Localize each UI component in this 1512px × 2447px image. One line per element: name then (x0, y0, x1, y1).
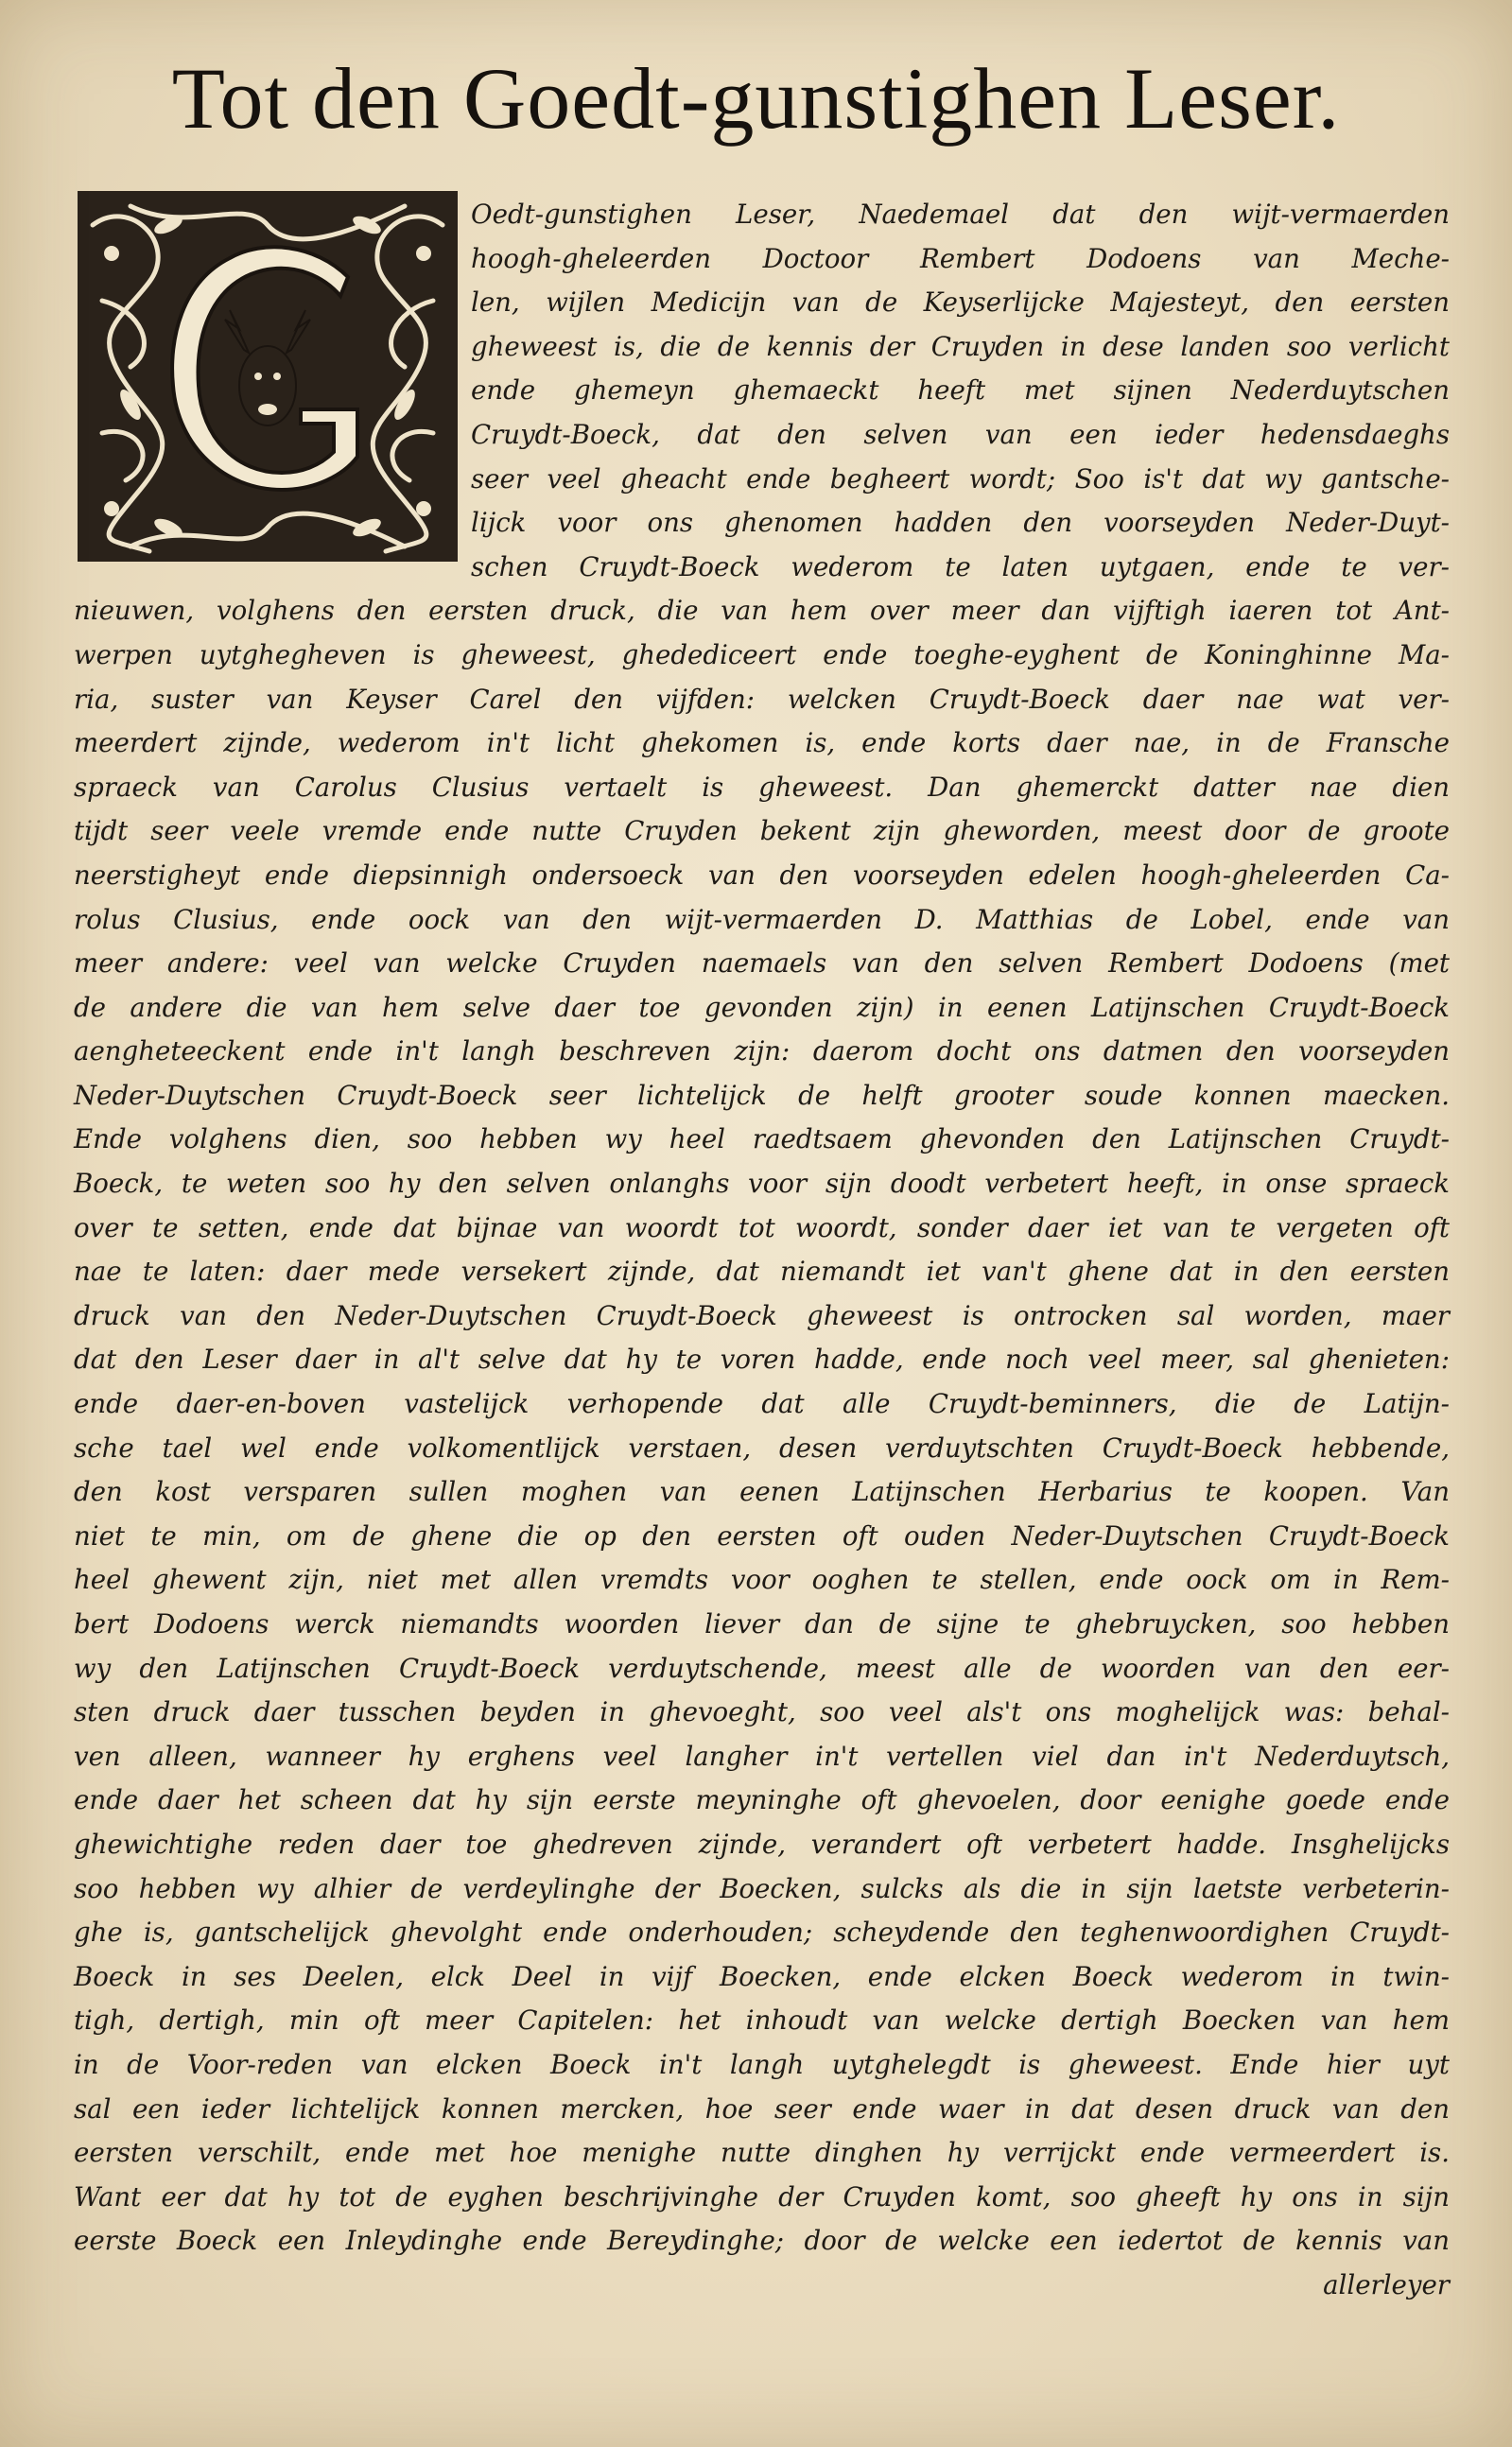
text-line: Cruydt-Boeck, dat den selven van een ieder hedensdaeghs (471, 418, 1450, 450)
text-line: Boeck, te weten soo hy den selven onlanghs voor sijn doodt verbetert heeft, in onse spraeck (74, 1168, 1450, 1200)
catchword: allerleyer (1323, 2268, 1450, 2300)
text-line: nieuwen, volghens den eersten druck, die van hem over meer dan vijftigh iaeren tot Ant- (74, 595, 1450, 627)
text-line: eersten verschilt, ende met hoe menighe nutte dinghen hy verrijckt ende vermeerdert is. (74, 2137, 1450, 2169)
page-title: Tot den Goedt-gunstighen Leser. (171, 50, 1341, 147)
text-line: rolus Clusius, ende oock van den wijt-vermaerden D. Matthias de Lobel, ende van (74, 903, 1450, 935)
text-line: druck van den Neder-Duytschen Cruydt-Boeck gheweest is ontrocken sal worden, maer (74, 1299, 1450, 1331)
text-line: nae te laten: daer mede versekert zijnde, dat niemandt iet van't ghene dat in den eersten (74, 1256, 1450, 1288)
text-line: lijck voor ons ghenomen hadden den voorseyden Neder-Duyt- (471, 507, 1450, 539)
text-line: in de Voor-reden van elcken Boeck in't langh uytghelegdt is gheweest. Ende hier uyt (74, 2048, 1450, 2080)
text-line: hoogh-gheleerden Doctoor Rembert Dodoens van Meche- (471, 242, 1450, 274)
text-line: gheweest is, die de kennis der Cruyden in dese landen soo verlicht (471, 330, 1450, 362)
text-line: meer andere: veel van welcke Cruyden naemaels van den selven Rembert Dodoens (met (74, 947, 1450, 980)
text-line: Want eer dat hy tot de eyghen beschrijvinghe der Cruyden komt, soo gheeft hy ons in sijn (74, 2180, 1450, 2213)
text-line: ghewichtighe reden daer toe ghedreven zijnde, verandert oft verbetert hadde. Insghelijcks (74, 1828, 1450, 1860)
text-line: bert Dodoens werck niemandts woorden liever dan de sijne te ghebruycken, soo hebben (74, 1608, 1450, 1640)
text-line: de andere die van hem selve daer toe gevonden zijn) in eenen Latijnschen Cruydt-Boeck (74, 991, 1450, 1023)
text-line: den kost versparen sullen moghen van eenen Latijnschen Herbarius te koopen. Van (74, 1476, 1450, 1508)
text-line: sten druck daer tusschen beyden in ghevoeght, soo veel als't ons moghelijck was: behal- (74, 1696, 1450, 1728)
body-text (74, 193, 1450, 2308)
text-line: spraeck van Carolus Clusius vertaelt is gheweest. Dan ghemerckt datter nae dien (74, 771, 1450, 803)
text-line: sal een ieder lichtelijck konnen mercken, hoe seer ende waer in dat desen druck van den (74, 2092, 1450, 2125)
text-line: schen Cruydt-Boeck wederom te laten uytgaen, ende te ver- (471, 550, 1450, 582)
text-line: werpen uytghegheven is gheweest, ghedediceert ende toeghe-eyghent de Koninghinne Ma- (74, 638, 1450, 670)
text-line: soo hebben wy alhier de verdeylinghe der Boecken, sulcks als die in sijn laetste verbeterin- (74, 1872, 1450, 1904)
text-line: ende daer-en-boven vastelijck verhopende dat alle Cruydt-beminners, die de Latijn- (74, 1388, 1450, 1420)
text-line: niet te min, om de ghene die op den eersten oft ouden Neder-Duytschen Cruydt-Boeck (74, 1519, 1450, 1552)
text-line: eerste Boeck een Inleydinghe ende Bereydinghe; door de welcke een iedertot de kennis van (74, 2225, 1450, 2257)
text-line: tijdt seer veele vremde ende nutte Cruyden bekent zijn gheworden, meest door de groote (74, 815, 1450, 847)
text-line: ende daer het scheen dat hy sijn eerste meyninghe oft ghevoelen, door eenighe goede ende (74, 1784, 1450, 1816)
text-line: sche tael wel ende volkomentlijck verstaen, desen verduytschten Cruydt-Boeck hebbende, (74, 1432, 1450, 1464)
text-line: seer veel gheacht ende begheert wordt; Soo is't dat wy gantsche- (471, 462, 1450, 495)
text-line: wy den Latijnschen Cruydt-Boeck verduytschende, meest alle de woorden van den eer- (74, 1652, 1450, 1684)
text-line: tigh, dertigh, min oft meer Capitelen: het inhoudt van welcke dertigh Boecken van hem (74, 2004, 1450, 2037)
text-line: ven alleen, wanneer hy erghens veel langher in't vertellen viel dan in't Nederduytsch, (74, 1740, 1450, 1772)
text-line: meerdert zijnde, wederom in't licht ghekomen is, ende korts daer nae, in de Fransche (74, 727, 1450, 759)
text-line: dat den Leser daer in al't selve dat hy te voren hadde, ende noch veel meer, sal ghenieten: (74, 1344, 1450, 1376)
text-line: Neder-Duytschen Cruydt-Boeck seer lichtelijck de helft grooter soude konnen maecken. (74, 1079, 1450, 1111)
text-line: ende ghemeyn ghemaeckt heeft met sijnen Nederduytschen (471, 374, 1450, 407)
text-line: over te setten, ende dat bijnae van woordt tot woordt, sonder daer iet van te vergeten oft (74, 1211, 1450, 1243)
text-line: aengheteeckent ende in't langh beschreven zijn: daerom docht ons datmen den voorseyden (74, 1035, 1450, 1067)
text-line: Ende volghens dien, soo hebben wy heel raedtsaem ghevonden den Latijnschen Cruydt- (74, 1123, 1450, 1155)
text-line: ghe is, gantschelijck ghevolght ende onderhouden; scheydende den teghenwoordighen Cruydt- (74, 1917, 1450, 1949)
text-line: Boeck in ses Deelen, elck Deel in vijf Boecken, ende elcken Boeck wederom in twin- (74, 1960, 1450, 1992)
text-line: neerstigheyt ende diepsinnigh ondersoeck van den voorseyden edelen hoogh-gheleerden Ca- (74, 859, 1450, 891)
text-line: len, wijlen Medicijn van de Keyserlijcke Majesteyt, den eersten (471, 286, 1450, 319)
text-line: heel ghewent zijn, niet met allen vremdts voor ooghen te stellen, ende oock om in Rem- (74, 1564, 1450, 1596)
text-line: ria, suster van Keyser Carel den vijfden: welcken Cruydt-Boeck daer nae wat ver- (74, 683, 1450, 715)
text-line: Oedt-gunstighen Leser, Naedemael dat den wijt-vermaerden (471, 199, 1450, 230)
